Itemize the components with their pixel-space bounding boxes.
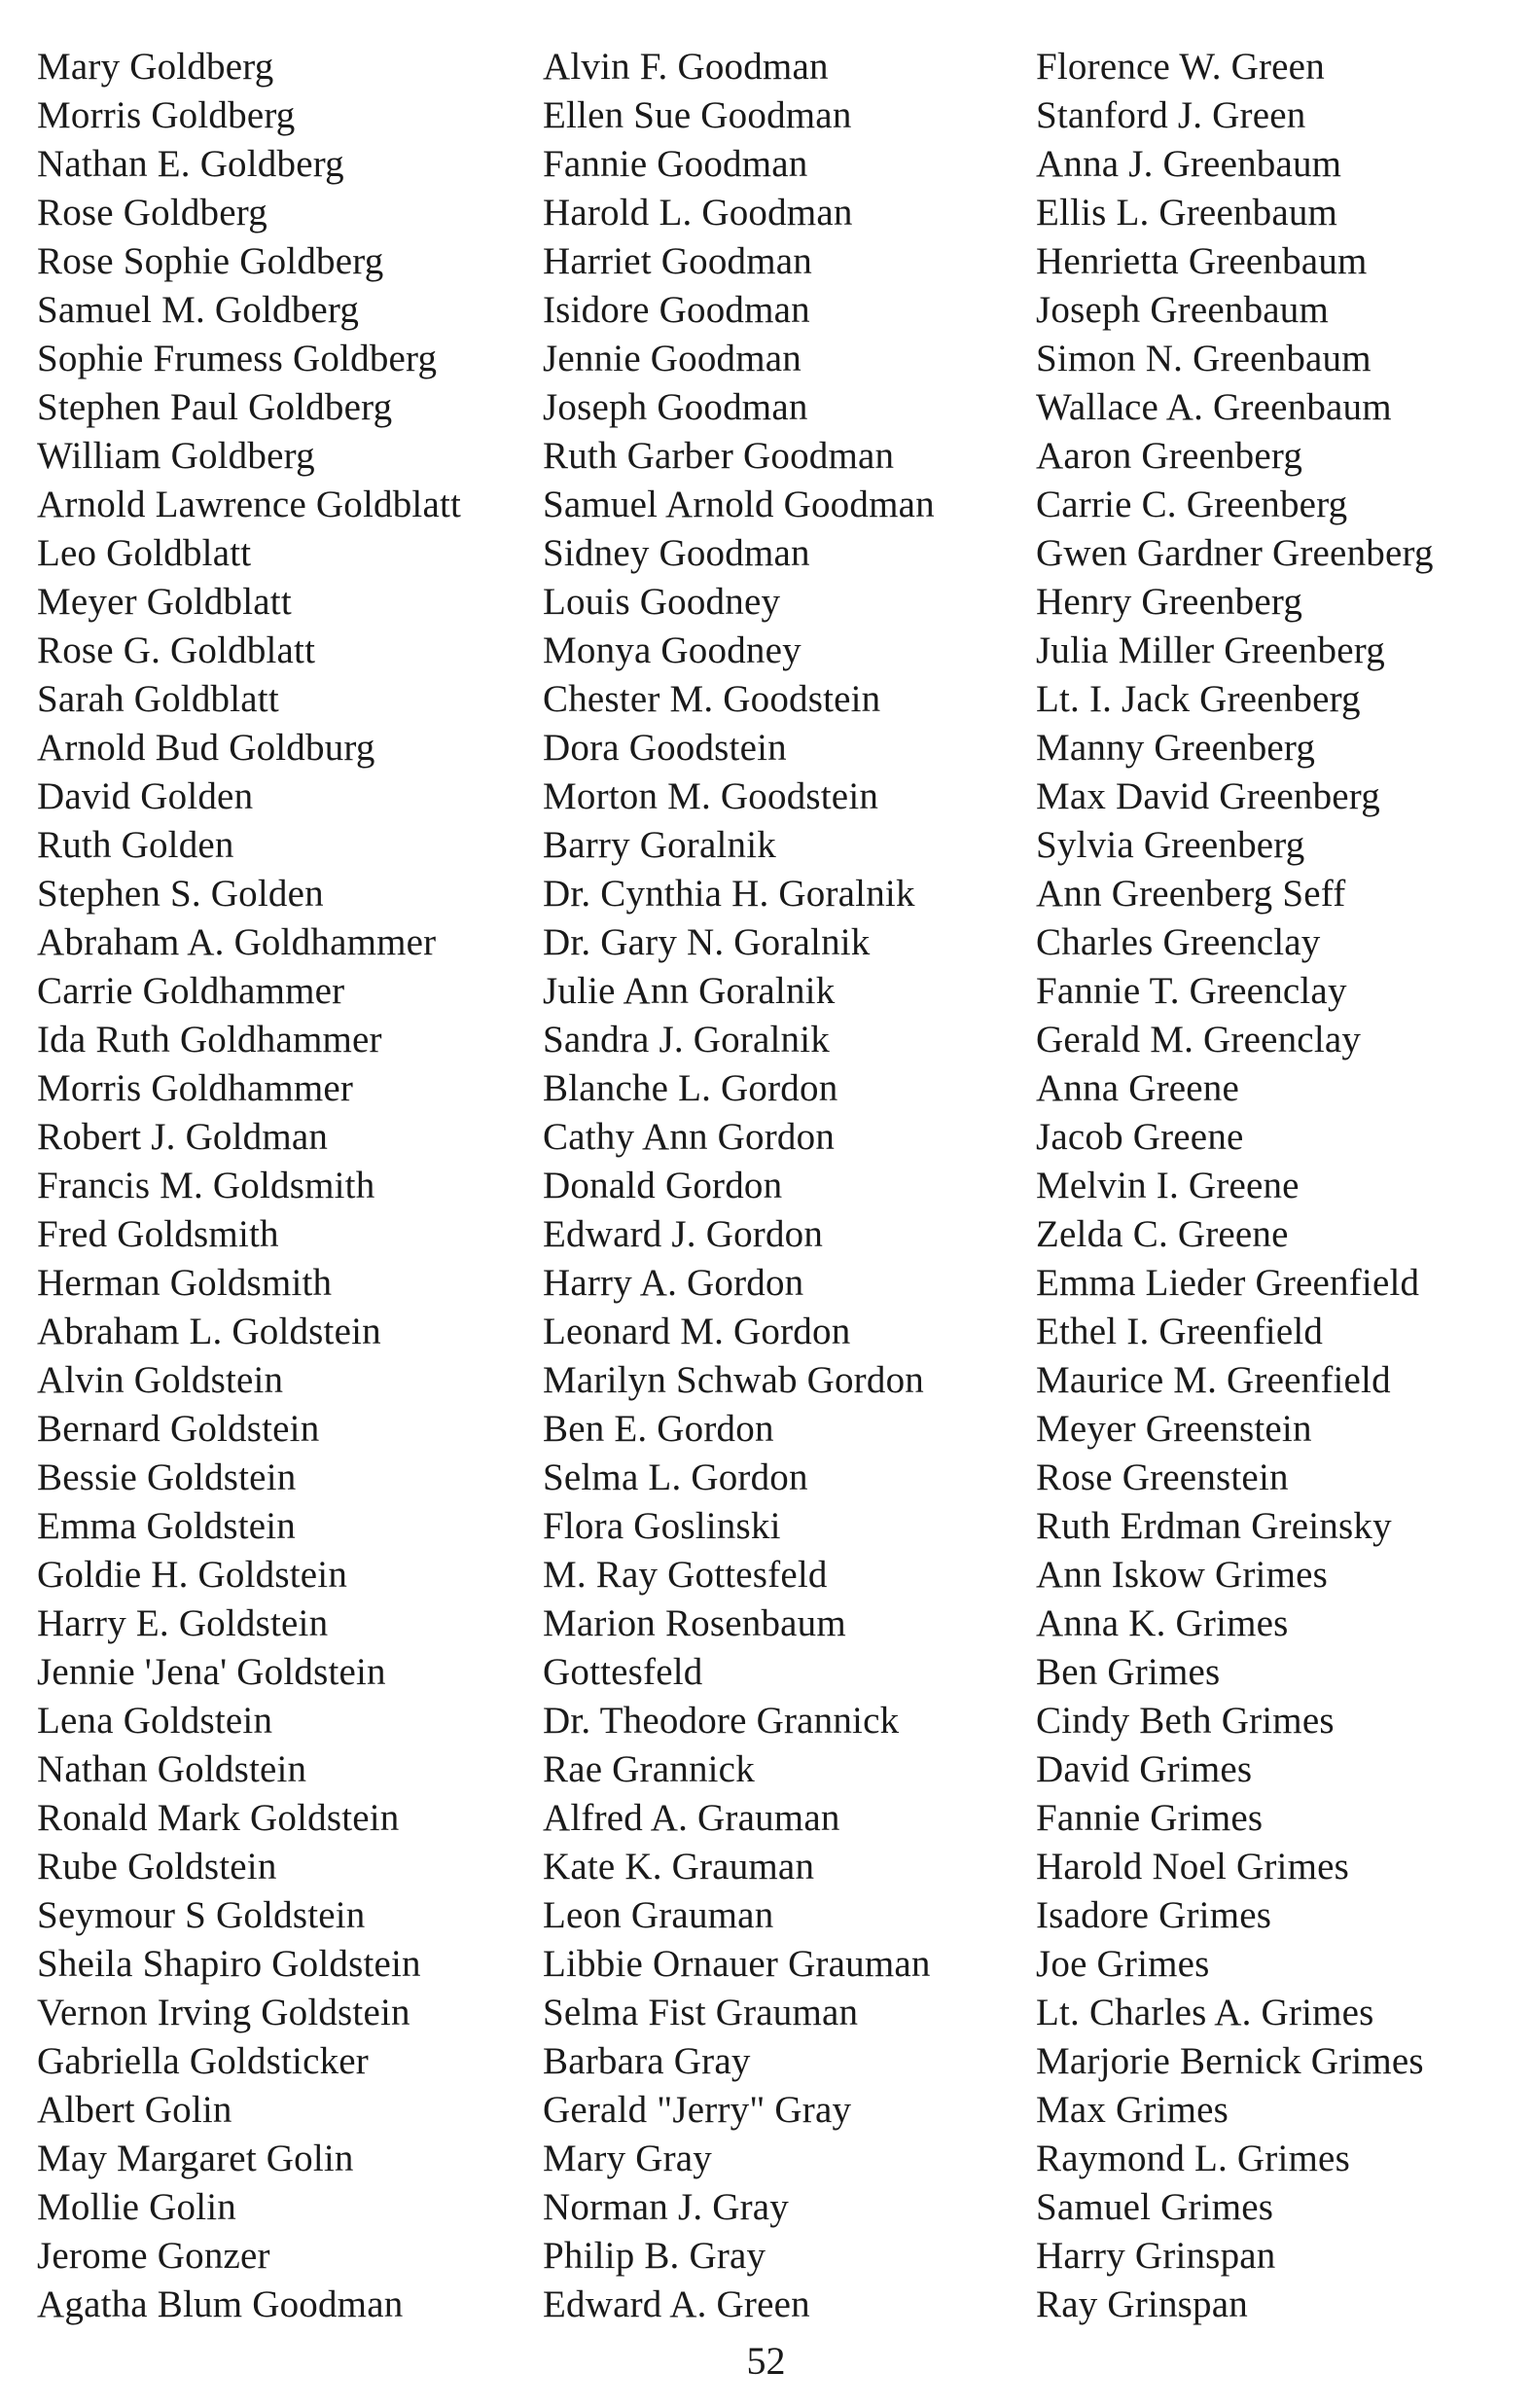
name-entry: Isadore Grimes <box>1036 1894 1272 1936</box>
name-entry: Leonard M. Gordon <box>543 1311 851 1352</box>
name-entry: Florence W. Green <box>1036 46 1325 88</box>
name-entry: Alfred A. Grauman <box>543 1797 840 1839</box>
name-entry: Nathan Goldstein <box>37 1748 307 1790</box>
name-entry: Jerome Gonzer <box>37 2235 270 2277</box>
name-entry: Ann Greenberg Seff <box>1036 873 1346 915</box>
name-entry: Libbie Ornauer Grauman <box>543 1943 931 1985</box>
name-entry: Vernon Irving Goldstein <box>37 1992 410 2033</box>
name-entry: Joseph Goodman <box>543 386 808 428</box>
name-entry: Rose G. Goldblatt <box>37 629 316 671</box>
name-entry: Morris Goldberg <box>37 94 296 136</box>
name-entry: Francis M. Goldsmith <box>37 1165 375 1206</box>
name-entry: Kate K. Grauman <box>543 1846 815 1887</box>
name-entry: David Grimes <box>1036 1748 1253 1790</box>
name-entry: Ann Iskow Grimes <box>1036 1554 1329 1596</box>
name-entry: Edward J. Gordon <box>543 1213 824 1255</box>
name-entry: Barry Goralnik <box>543 824 776 866</box>
name-entry: Meyer Goldblatt <box>37 581 292 623</box>
name-entry: Bessie Goldstein <box>37 1456 297 1498</box>
name-entry: Abraham L. Goldstein <box>37 1311 381 1352</box>
name-entry: M. Ray Gottesfeld <box>543 1554 828 1596</box>
name-entry: Mary Gray <box>543 2138 712 2179</box>
name-entry: Ben E. Gordon <box>543 1408 774 1450</box>
name-entry: Donald Gordon <box>543 1165 783 1206</box>
name-entry: Aaron Greenberg <box>1036 435 1303 477</box>
name-entry: William Goldberg <box>37 435 315 477</box>
name-entry: Harold Noel Grimes <box>1036 1846 1350 1887</box>
name-entry: Melvin I. Greene <box>1036 1165 1300 1206</box>
name-entry: Dr. Cynthia H. Goralnik <box>543 873 915 915</box>
name-entry: Goldie H. Goldstein <box>37 1554 348 1596</box>
name-entry: Agatha Blum Goodman <box>37 2283 404 2325</box>
name-entry: Ronald Mark Goldstein <box>37 1797 400 1839</box>
name-entry: Marion Rosenbaum <box>543 1602 846 1644</box>
name-column-3 <box>1036 43 1434 2329</box>
name-entry: Morton M. Goodstein <box>543 775 879 817</box>
name-entry: Jennie Goodman <box>543 338 802 379</box>
name-entry: Alvin Goldstein <box>37 1359 284 1401</box>
name-entry: Nathan E. Goldberg <box>37 143 344 185</box>
name-entry: Ellis L. Greenbaum <box>1036 192 1338 234</box>
name-entry: Albert Golin <box>37 2089 232 2131</box>
name-entry: Ethel I. Greenfield <box>1036 1311 1324 1352</box>
name-entry: Samuel Arnold Goodman <box>543 484 935 525</box>
name-entry: Alvin F. Goodman <box>543 46 829 88</box>
name-entry: Mollie Golin <box>37 2186 236 2228</box>
name-entry: Ellen Sue Goodman <box>543 94 852 136</box>
name-entry: Marjorie Bernick Grimes <box>1036 2040 1424 2082</box>
name-entry: Louis Goodney <box>543 581 781 623</box>
name-entry: Norman J. Gray <box>543 2186 789 2228</box>
name-entry: Harriet Goodman <box>543 240 812 282</box>
name-entry: Charles Greenclay <box>1036 921 1321 963</box>
name-entry: Morris Goldhammer <box>37 1067 354 1109</box>
name-entry: Stanford J. Green <box>1036 94 1306 136</box>
name-entry: Anna Greene <box>1036 1067 1240 1109</box>
name-entry: Emma Lieder Greenfield <box>1036 1262 1420 1304</box>
name-entry: Raymond L. Grimes <box>1036 2138 1350 2179</box>
name-entry: Stephen S. Golden <box>37 873 324 915</box>
name-entry: Mary Goldberg <box>37 46 274 88</box>
name-entry: Blanche L. Gordon <box>543 1067 838 1109</box>
name-entry: Lt. Charles A. Grimes <box>1036 1992 1374 2033</box>
name-entry: Lt. I. Jack Greenberg <box>1036 678 1361 720</box>
name-entry: Sylvia Greenberg <box>1036 824 1305 866</box>
name-entry: Manny Greenberg <box>1036 727 1316 769</box>
name-entry: Gabriella Goldsticker <box>37 2040 369 2082</box>
name-entry: Harold L. Goodman <box>543 192 853 234</box>
name-entry: Cindy Beth Grimes <box>1036 1700 1335 1742</box>
name-entry: Wallace A. Greenbaum <box>1036 386 1392 428</box>
name-entry: Sheila Shapiro Goldstein <box>37 1943 421 1985</box>
name-entry: Ray Grinspan <box>1036 2283 1248 2325</box>
name-entry: Leon Grauman <box>543 1894 774 1936</box>
name-entry: Sophie Frumess Goldberg <box>37 338 438 379</box>
name-entry: Harry Grinspan <box>1036 2235 1276 2277</box>
name-entry: Rose Greenstein <box>1036 1456 1289 1498</box>
name-entry: Dr. Theodore Grannick <box>543 1700 900 1742</box>
name-entry: Sidney Goodman <box>543 532 810 574</box>
name-entry: Marilyn Schwab Gordon <box>543 1359 924 1401</box>
name-entry: Henrietta Greenbaum <box>1036 240 1368 282</box>
name-entry: Emma Goldstein <box>37 1505 297 1547</box>
name-entry: Rae Grannick <box>543 1748 755 1790</box>
name-entry: Sarah Goldblatt <box>37 678 279 720</box>
name-entry: Abraham A. Goldhammer <box>37 921 437 963</box>
name-entry: Sandra J. Goralnik <box>543 1019 830 1060</box>
name-entry: Fannie Grimes <box>1036 1797 1264 1839</box>
name-entry: Jennie 'Jena' Goldstein <box>37 1651 386 1693</box>
name-entry: Herman Goldsmith <box>37 1262 333 1304</box>
name-entry: Carrie C. Greenberg <box>1036 484 1348 525</box>
name-entry: Carrie Goldhammer <box>37 970 345 1012</box>
name-column-2 <box>543 43 935 2329</box>
name-entry: Selma L. Gordon <box>543 1456 808 1498</box>
name-entry: Gerald "Jerry" Gray <box>543 2089 852 2131</box>
name-entry: Zelda C. Greene <box>1036 1213 1289 1255</box>
name-entry: Bernard Goldstein <box>37 1408 320 1450</box>
name-entry: Fred Goldsmith <box>37 1213 279 1255</box>
name-entry: Dora Goodstein <box>543 727 787 769</box>
name-entry: Ben Grimes <box>1036 1651 1221 1693</box>
name-entry: Ruth Garber Goodman <box>543 435 895 477</box>
name-entry: Maurice M. Greenfield <box>1036 1359 1391 1401</box>
name-entry: Gwen Gardner Greenberg <box>1036 532 1434 574</box>
name-entry: Anna J. Greenbaum <box>1036 143 1342 185</box>
name-entry: Rube Goldstein <box>37 1846 277 1887</box>
name-entry: Jacob Greene <box>1036 1116 1244 1158</box>
name-entry: Fannie T. Greenclay <box>1036 970 1347 1012</box>
name-entry: Arnold Bud Goldburg <box>37 727 375 769</box>
name-entry: Rose Sophie Goldberg <box>37 240 384 282</box>
name-entry: Dr. Gary N. Goralnik <box>543 921 871 963</box>
name-entry: Ruth Erdman Greinsky <box>1036 1505 1392 1547</box>
name-entry: Samuel M. Goldberg <box>37 289 360 331</box>
name-entry: Henry Greenberg <box>1036 581 1303 623</box>
name-entry: Leo Goldblatt <box>37 532 252 574</box>
name-entry: May Margaret Golin <box>37 2138 354 2179</box>
name-column-1 <box>37 43 461 2329</box>
name-entry: Monya Goodney <box>543 629 802 671</box>
name-entry: Harry A. Gordon <box>543 1262 804 1304</box>
name-entry: Max Grimes <box>1036 2089 1229 2131</box>
name-entry: Joe Grimes <box>1036 1943 1210 1985</box>
name-entry: Barbara Gray <box>543 2040 751 2082</box>
name-entry: Isidore Goodman <box>543 289 810 331</box>
name-entry: Robert J. Goldman <box>37 1116 329 1158</box>
name-entry: Fannie Goodman <box>543 143 808 185</box>
name-entry: Gerald M. Greenclay <box>1036 1019 1362 1060</box>
name-entry: Meyer Greenstein <box>1036 1408 1312 1450</box>
name-entry: Simon N. Greenbaum <box>1036 338 1372 379</box>
name-entry: Arnold Lawrence Goldblatt <box>37 484 462 525</box>
name-entry: Ida Ruth Goldhammer <box>37 1019 382 1060</box>
name-entry: Joseph Greenbaum <box>1036 289 1330 331</box>
name-entry: Gottesfeld <box>543 1651 703 1693</box>
name-entry: Rose Goldberg <box>37 192 267 234</box>
name-entry: Anna K. Grimes <box>1036 1602 1289 1644</box>
name-entry: Max David Greenberg <box>1036 775 1380 817</box>
name-entry: Chester M. Goodstein <box>543 678 881 720</box>
name-entry: Flora Goslinski <box>543 1505 781 1547</box>
name-entry: Cathy Ann Gordon <box>543 1116 836 1158</box>
name-entry: Seymour S Goldstein <box>37 1894 366 1936</box>
name-entry: Julia Miller Greenberg <box>1036 629 1385 671</box>
name-entry: Stephen Paul Goldberg <box>37 386 393 428</box>
name-entry: Philip B. Gray <box>543 2235 766 2277</box>
name-entry: Selma Fist Grauman <box>543 1992 859 2033</box>
name-entry: Harry E. Goldstein <box>37 1602 329 1644</box>
name-entry: Samuel Grimes <box>1036 2186 1274 2228</box>
name-entry: Edward A. Green <box>543 2283 810 2325</box>
name-entry: Julie Ann Goralnik <box>543 970 836 1012</box>
name-entry: David Golden <box>37 775 254 817</box>
name-entry: Lena Goldstein <box>37 1700 273 1742</box>
name-entry: Ruth Golden <box>37 824 234 866</box>
page-number: 52 <box>746 2339 786 2383</box>
